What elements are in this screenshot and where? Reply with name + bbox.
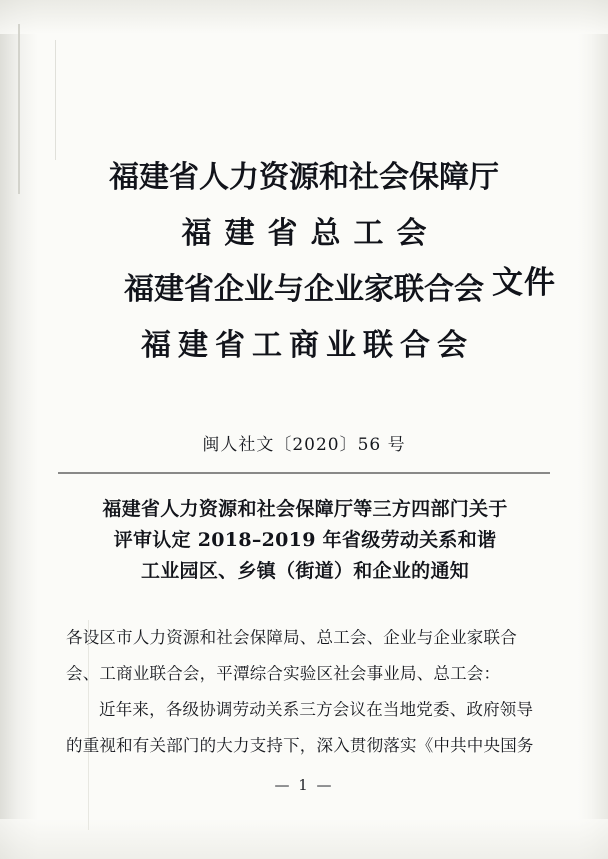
masthead-line-1 [0, 150, 608, 206]
paper-fold-mark-secondary [55, 40, 56, 160]
document-title-line-1: 福建省人力资源和社会保障厅等三方四部门关于 [102, 498, 508, 520]
scan-shadow-top [0, 0, 608, 34]
document-title [72, 494, 538, 587]
scan-shadow-bottom [0, 819, 608, 859]
masthead-line-4-text: 福建省工商业联合会 [141, 328, 474, 363]
body-paragraph-salutation: 各设区市人力资源和社会保障局、总工会、企业与企业家联合会、工商业联合会，平潭综合实验区社会事业局、总工会： [66, 628, 517, 683]
masthead-line-1-text: 福建省人力资源和社会保障厅 [109, 160, 499, 195]
masthead-line-3-text: 福建省企业与企业家联合会 [124, 272, 484, 307]
document-title-line-3: 工业园区、乡镇（街道）和企业的通知 [140, 560, 470, 582]
masthead-line-4 [0, 318, 608, 374]
document-masthead [0, 150, 608, 374]
masthead-divider-rule [58, 472, 550, 474]
body-paragraph-1: 近年来，各级协调劳动关系三方会议在当地党委、政府领导的重视和有关部门的大力支持下，深入贯彻落实《中共中央国务 [66, 700, 534, 755]
document-number: 闽人社文〔2020〕56 号 [202, 435, 406, 455]
masthead-line-2-text: 福建省总工会 [181, 216, 440, 251]
page-number: — 1 — [274, 776, 334, 794]
document-body [66, 620, 544, 764]
document-title-line-2: 评审认定 2018–2019 年省级劳动关系和谐 [113, 529, 497, 551]
masthead-line-2 [0, 206, 608, 262]
masthead-suffix-wenjian: 文件 [492, 265, 556, 301]
